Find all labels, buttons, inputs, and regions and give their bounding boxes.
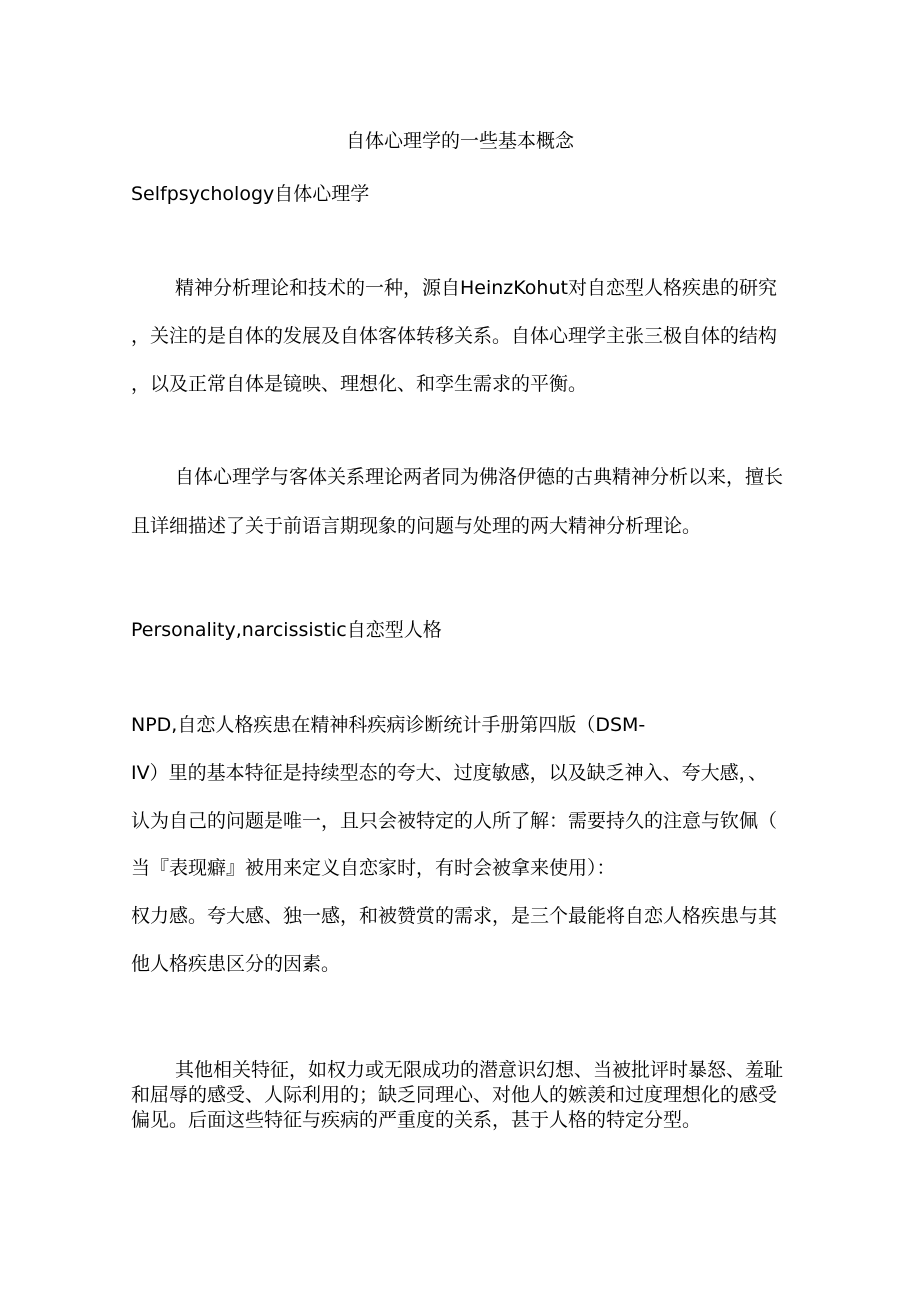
paragraph-line: 精神分析理论和技术的一种，源自HeinzKohut对自恋型人格疾患的研究 <box>175 277 777 299</box>
paragraph-line: 且详细描述了关于前语言期现象的问题与处理的两大精神分析理论。 <box>131 515 702 537</box>
paragraph-line: 他人格疾患区分的因素。 <box>131 953 341 975</box>
paragraph-line: 权力感。夸大感、独一感，和被赞赏的需求，是三个最能将自恋人格疾患与其 <box>131 905 778 927</box>
paragraph-line: NPD,自恋人格疾患在精神科疾病诊断统计手册第四版（DSM- <box>131 714 646 736</box>
paragraph-line: ，关注的是自体的发展及自体客体转移关系。自体心理学主张三极自体的结构 <box>131 325 778 347</box>
section-heading-self-psychology: Selfpsychology自体心理学 <box>131 183 370 205</box>
paragraph-line: 其他相关特征，如权力或无限成功的潜意识幻想、当被批评时暴怒、羞耻 <box>175 1059 784 1081</box>
paragraph-line: 和屈辱的感受、人际利用的；缺乏同理心、对他人的嫉羡和过度理想化的感受 <box>131 1084 778 1106</box>
paragraph-line: 偏见。后面这些特征与疾病的严重度的关系，甚于人格的特定分型。 <box>131 1109 702 1131</box>
paragraph-line: 自体心理学与客体关系理论两者同为佛洛伊德的古典精神分析以来，擅长 <box>175 466 784 488</box>
paragraph-line: IV）里的基本特征是持续型态的夸大、过度敏感，以及缺乏神入、夸大感，、 <box>131 762 768 784</box>
page-title: 自体心理学的一些基本概念 <box>345 130 574 152</box>
section-heading-narcissistic-personality: Personality,narcissistic自恋型人格 <box>131 619 442 641</box>
paragraph-line: ，以及正常自体是镜映、理想化、和孪生需求的平衡。 <box>131 373 588 395</box>
paragraph-line: 认为自己的问题是唯一，且只会被特定的人所了解：需要持久的注意与钦佩（ <box>131 810 778 832</box>
paragraph-line: 当『表现癖』被用来定义自恋家时，有时会被拿来使用）： <box>131 857 616 879</box>
